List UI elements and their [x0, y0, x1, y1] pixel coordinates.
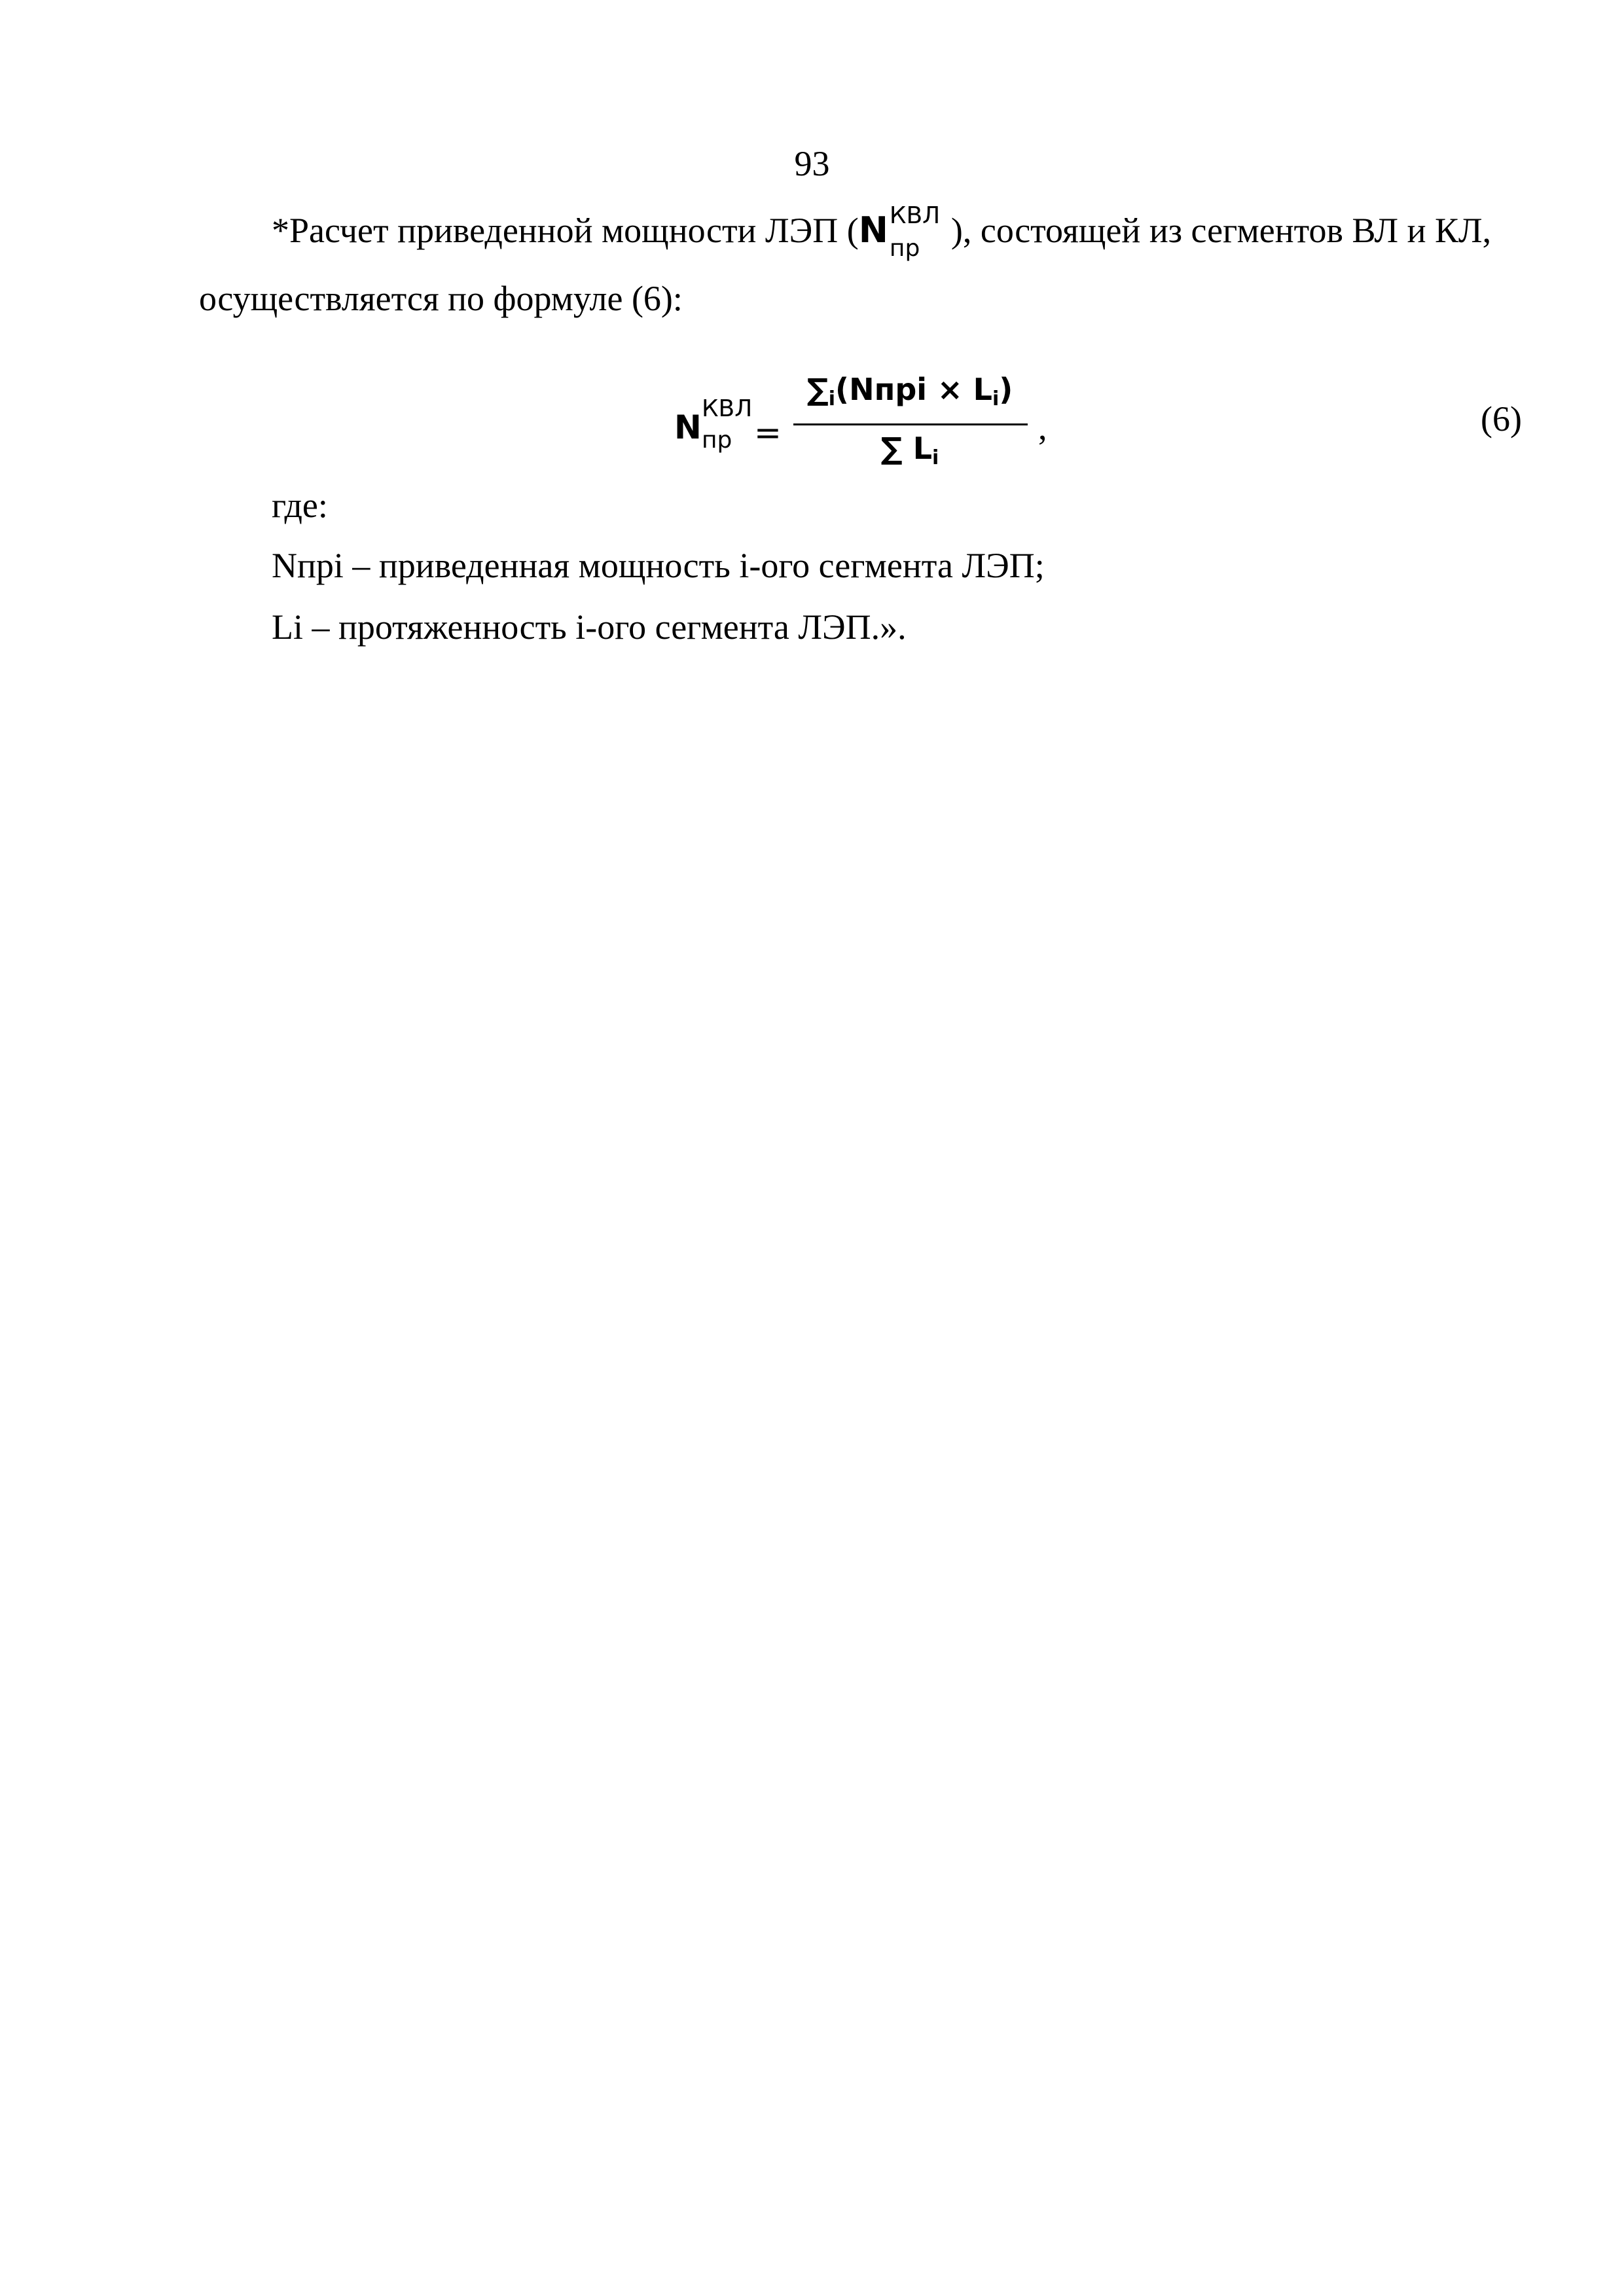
formula-numerator: [792, 370, 1028, 419]
page-number: 93: [794, 144, 830, 183]
formula-equals: =: [754, 414, 782, 452]
numerator-sum-subscript: i: [828, 387, 836, 410]
denominator-L: L: [902, 431, 933, 466]
intro-line-1-suffix: ), состоящей из сегментов ВЛ и КЛ,: [950, 211, 1492, 250]
definition-npri: Nпрi – приведенная мощность i-ого сегмента ЛЭП;: [272, 546, 1045, 585]
where-label: где:: [272, 486, 328, 525]
numerator-body: (Nпрi × L: [835, 372, 992, 407]
inline-symbol-superscript: КВЛ: [889, 202, 941, 229]
denominator-sum-sign: ∑: [880, 431, 903, 466]
formula-comma: ,: [1038, 408, 1047, 447]
numerator-sum-sign: ∑: [806, 372, 829, 407]
denominator-L-subscript: i: [932, 446, 939, 469]
numerator-L-subscript: i: [992, 387, 1000, 410]
formula-6: [668, 370, 1113, 481]
equation-number: (6): [1481, 399, 1522, 439]
formula-lhs-subscript: пр: [702, 427, 732, 454]
inline-symbol-base: N: [858, 209, 888, 251]
intro-line-2: осуществляется по формуле (6):: [199, 279, 683, 318]
inline-symbol-indices: [888, 202, 951, 262]
formula-lhs-base: N: [674, 408, 702, 446]
definition-li: Li – протяженность i-ого сегмента ЛЭП.».: [272, 607, 907, 647]
numerator-close: ): [999, 372, 1013, 407]
fraction-bar: [793, 423, 1028, 425]
intro-line-1-prefix: *Расчет приведенной мощности ЛЭП (: [272, 211, 859, 250]
inline-symbol-subscript: пр: [889, 235, 920, 262]
intro-line-1: [272, 202, 1492, 262]
formula-lhs-superscript: КВЛ: [702, 395, 753, 422]
formula-denominator: [792, 429, 1028, 478]
